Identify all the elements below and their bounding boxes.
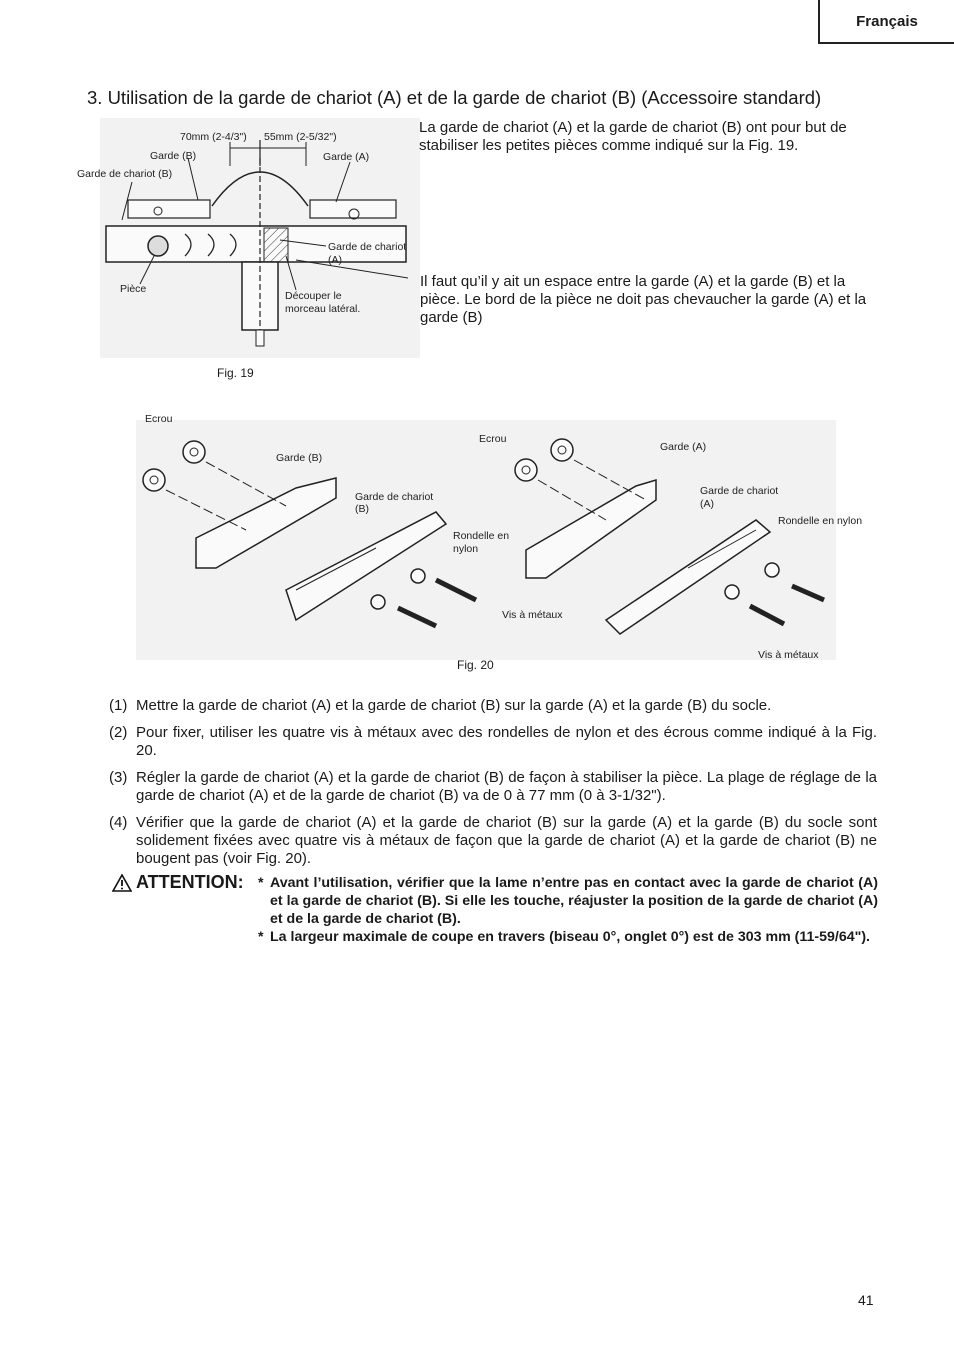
warning-icon: [112, 874, 132, 892]
attention-notes: [258, 874, 878, 946]
fig20-label-vis-left: Vis à métaux: [502, 609, 563, 621]
step-number: (3): [109, 769, 128, 786]
fig20-label-rondelle-left-2: nylon: [453, 543, 479, 555]
fig19-dim-left: 70mm (2-4/3"): [180, 131, 247, 143]
fig19-label-decouper-2: morceau latéral.: [285, 303, 361, 315]
attention-heading: [112, 872, 244, 893]
fig19-label-decouper: Découper le: [285, 290, 342, 302]
step-text: Régler la garde de chariot (A) et la garde de chariot (B) de façon à stabiliser la pièce. La plage de réglage de la garde de chariot (A) et de la garde de chariot (B) va de 0 à 77 mm (0 à 3-1/32").: [136, 769, 877, 804]
fig20-label-ecrou-left: Ecrou: [145, 413, 173, 425]
attention-note: [258, 928, 878, 946]
fig19-drawing: [100, 118, 420, 358]
step-item: [109, 814, 877, 868]
step-number: (1): [109, 697, 128, 714]
fig20-label-rondelle-right: Rondelle en nylon: [778, 515, 863, 527]
fig19-label-garde-b: Garde (B): [150, 150, 197, 162]
fig20-label-garde-chariot-a-suffix: (A): [700, 498, 714, 510]
fig19-label-garde-chariot-a-suffix: (A): [328, 254, 342, 266]
note-bullet: *: [258, 875, 264, 891]
steps-list: [109, 697, 877, 877]
attention-label: ATTENTION:: [136, 872, 244, 892]
language-tab: Français: [818, 0, 954, 44]
fig20-label-ecrou-right: Ecrou: [479, 433, 507, 445]
step-item: [109, 769, 877, 805]
fig20-label-garde-chariot-a: Garde de chariot: [700, 485, 779, 497]
intro-paragraph: La garde de chariot (A) et la garde de chariot (B) ont pour but de stabiliser les petites pièces comme indiqué sur la Fig. 19.: [419, 119, 847, 154]
step-item: [109, 697, 877, 715]
fig19-label-garde-chariot-b: Garde de chariot (B): [77, 168, 173, 180]
fig20-caption: Fig. 20: [457, 658, 494, 672]
fig20-label-garde-chariot-b: Garde de chariot: [355, 491, 434, 503]
fig20-label-garde-chariot-b-suffix: (B): [355, 503, 369, 515]
step-number: (4): [109, 814, 128, 831]
attention-note: [258, 874, 878, 928]
fig19-caption: Fig. 19: [217, 366, 254, 380]
fig19-dim-right: 55mm (2-5/32"): [264, 131, 337, 143]
step-text: Vérifier que la garde de chariot (A) et la garde de chariot (B) sur la garde (A) et la garde (B) du socle sont solidement fixées avec quatre vis à métaux de façon que la garde de chariot (A) et la garde de chariot (B) ne bougent pas (voir Fig. 20).: [136, 814, 877, 867]
step-text: Mettre la garde de chariot (A) et la garde de chariot (B) sur la garde (A) et la garde (B) du socle.: [136, 697, 772, 714]
step-number: (2): [109, 724, 128, 741]
note-bullet: *: [258, 929, 264, 945]
step-item: [109, 724, 877, 760]
fig20-label-vis-right: Vis à métaux: [758, 649, 819, 661]
fig19-label-garde-chariot-a: Garde de chariot: [328, 241, 407, 253]
note-text: La largeur maximale de coupe en travers (biseau 0°, onglet 0°) est de 303 mm (11-59/64").: [270, 929, 871, 945]
fig20-label-garde-b: Garde (B): [276, 452, 323, 464]
note-text: Avant l’utilisation, vérifier que la lame n’entre pas en contact avec la garde de chariot (A) et la garde de chariot (B). Si elle les touche, réajuster la position de la garde de chariot (A) et de la garde de chariot (B).: [270, 875, 878, 927]
fig20-label-rondelle-left: Rondelle en: [453, 530, 510, 542]
fig19-label-piece: Pièce: [120, 283, 147, 295]
fig20-label-garde-a: Garde (A): [660, 441, 707, 453]
fig19-label-garde-a: Garde (A): [323, 151, 370, 163]
step-text: Pour fixer, utiliser les quatre vis à métaux avec des rondelles de nylon et des écrous comme indiqué à la Fig. 20.: [136, 724, 877, 759]
page-number: 41: [858, 1292, 874, 1308]
section-title: 3. Utilisation de la garde de chariot (A) et de la garde de chariot (B) (Accessoire standard): [87, 87, 822, 108]
gap-note-paragraph: Il faut qu’il y ait un espace entre la garde (A) et la garde (B) et la pièce. Le bord de la pièce ne doit pas chevaucher la garde (A) et la garde (B): [420, 273, 867, 326]
